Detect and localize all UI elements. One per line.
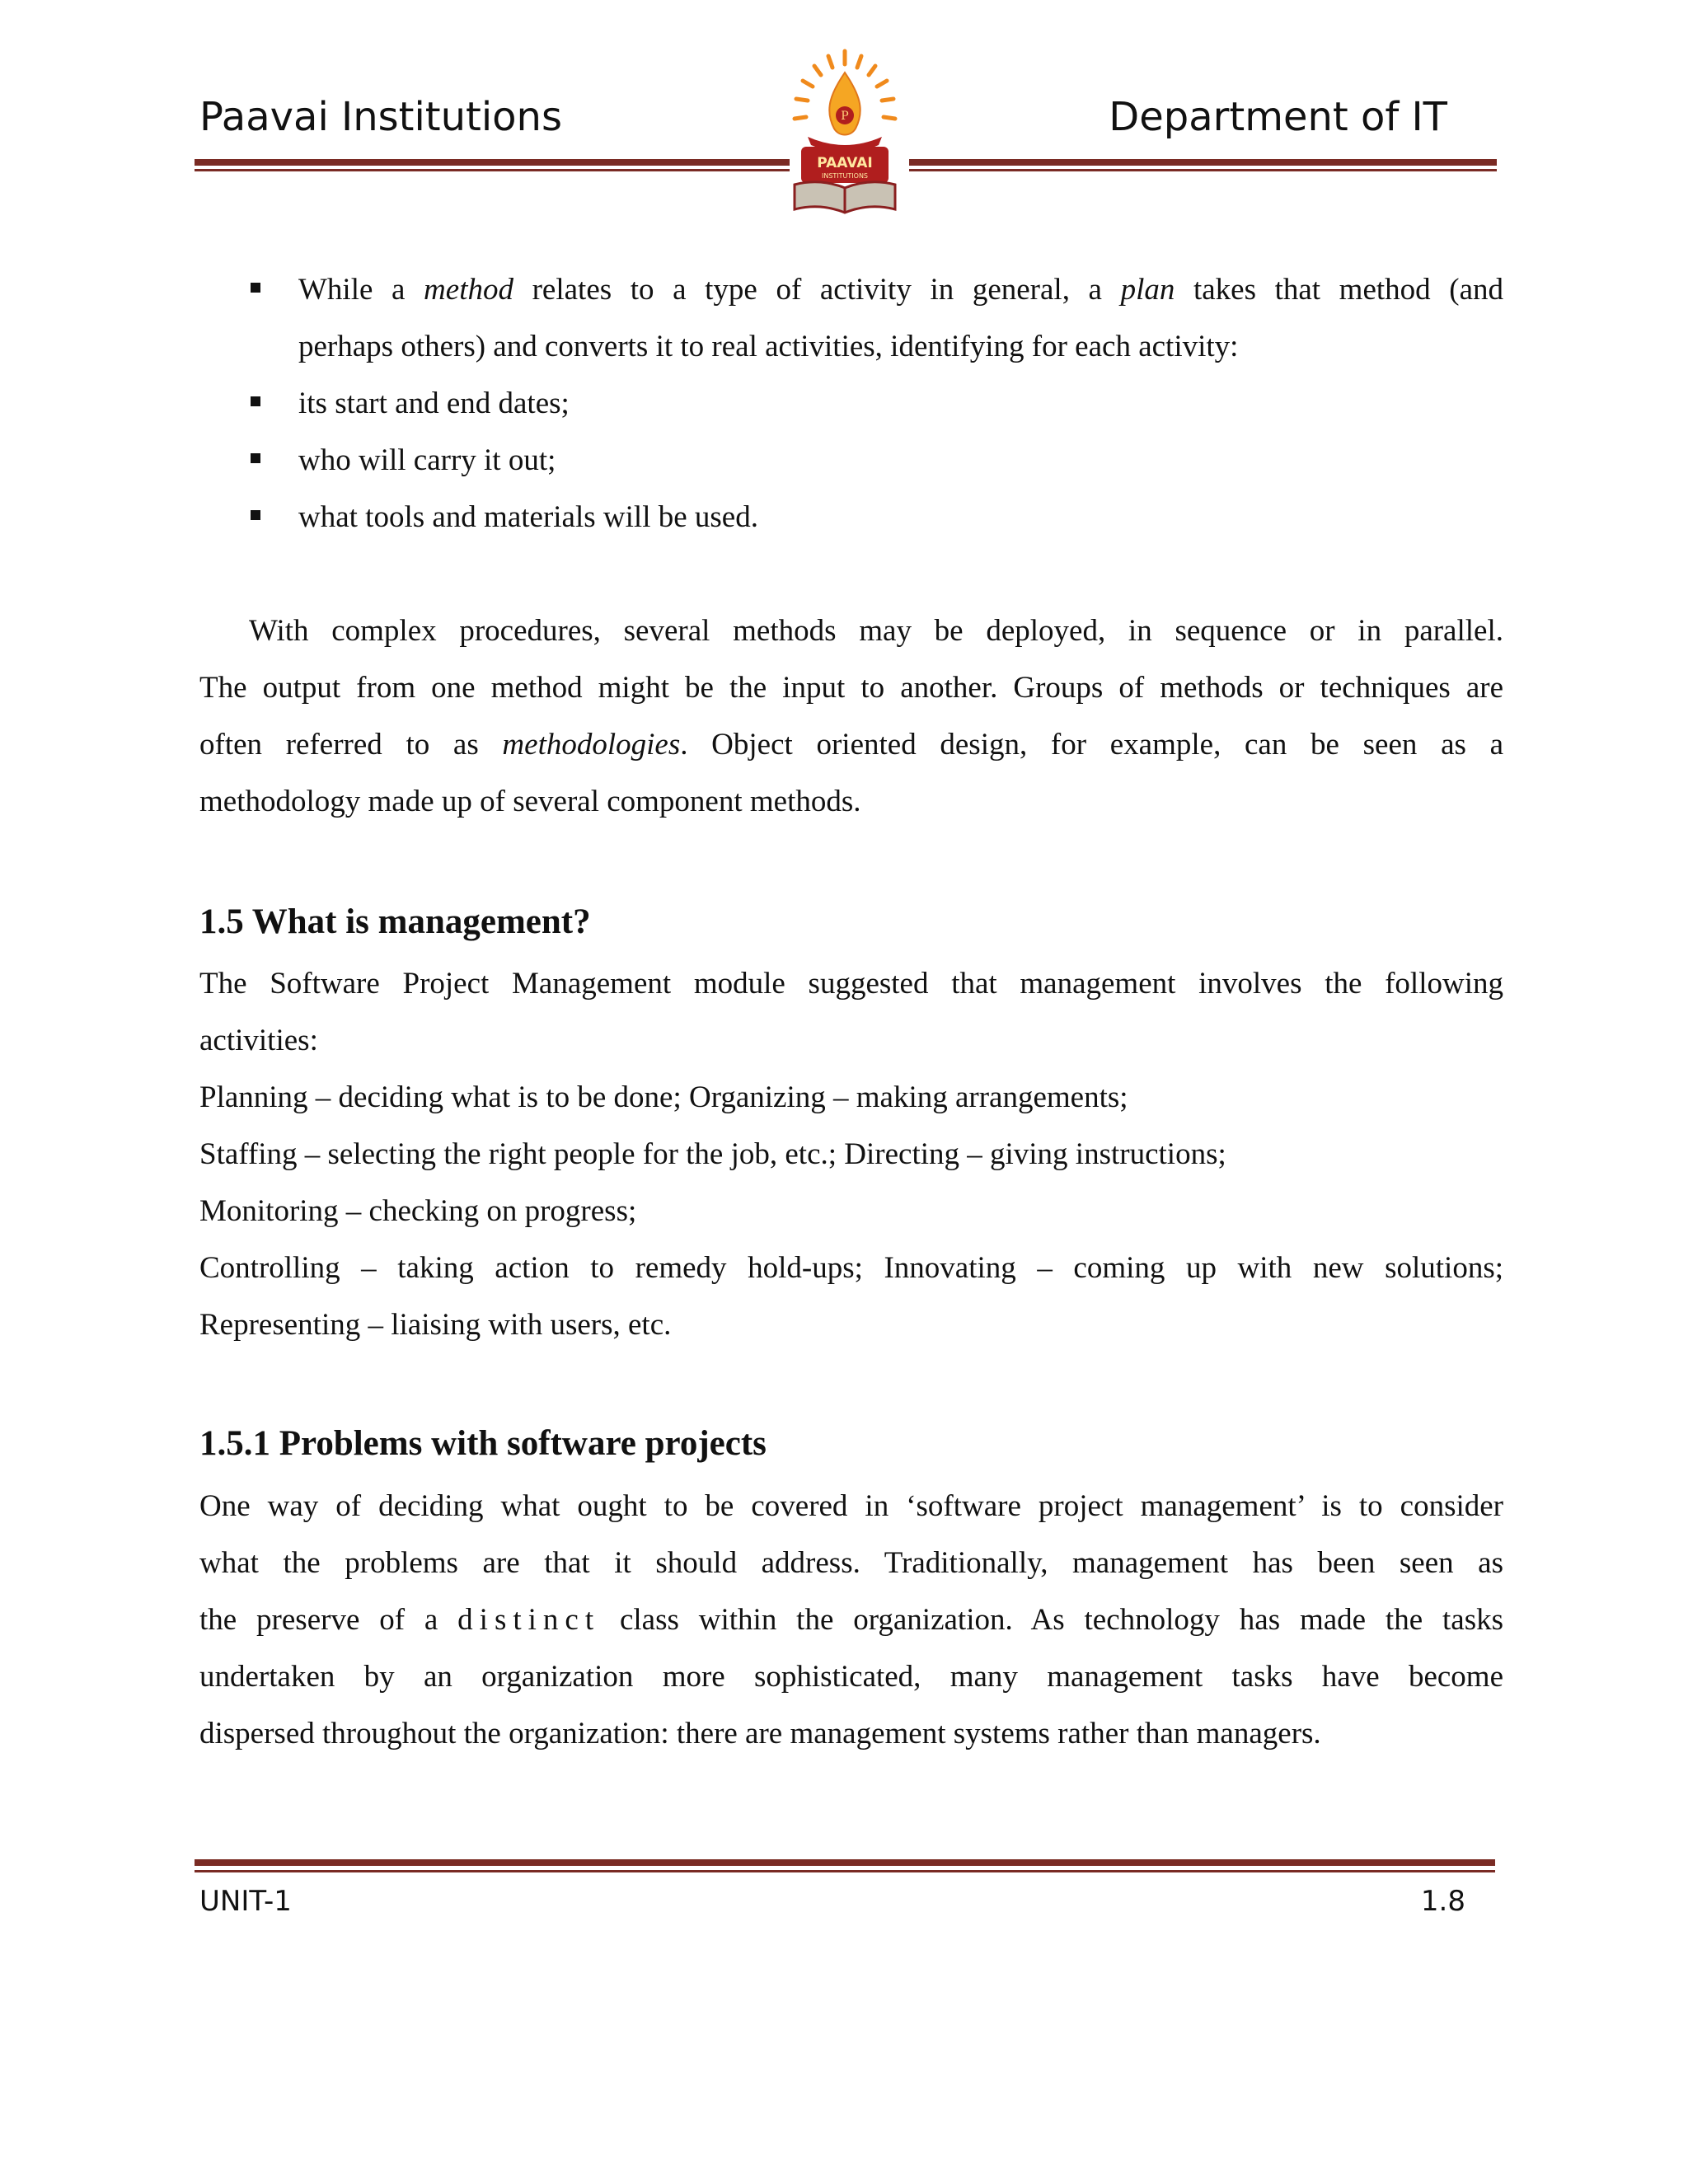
footer-page-number: 1.8 xyxy=(1420,1885,1465,1918)
svg-text:INSTITUTIONS: INSTITUTIONS xyxy=(821,172,869,180)
bullet-item xyxy=(199,432,1503,489)
paragraph-management: The Software Project Management module suggested that management involves the following activities: Planning – deciding what is to be done; Organizing – making arrangements; Staffing – selecting the right people for the job, etc.; Directing – giving instructions; Monitoring – checking on progress; Controlling – taking action to remedy hold-ups; Innovating – coming up with new solutions; Representing – liaising with users, etc. xyxy=(199,967,1503,1342)
bullet-line: what tools and materials will be used. xyxy=(298,500,758,534)
svg-text:P: P xyxy=(841,110,849,123)
logo-flame-icon xyxy=(829,73,860,135)
bullet-line: who will carry it out; xyxy=(298,443,556,477)
paavai-logo xyxy=(783,48,907,218)
svg-text:PAAVAI: PAAVAI xyxy=(817,155,873,171)
section-heading-problems: 1.5.1 Problems with software projects xyxy=(199,1424,767,1463)
footer-rule xyxy=(195,1859,1495,1872)
bullet-line: While a method relates to a type of activity in general, a plan takes that method (and xyxy=(298,273,1504,307)
header-rule-left xyxy=(195,159,790,171)
paragraph-methodologies: With complex procedures, several methods may be deployed, in sequence or in parallel. The output from one method might be the input to another. Groups of methods or techniques are often referred to as methodologies. Object oriented design, for example, can be seen as a methodology made up of several component methods. xyxy=(199,614,1503,818)
section-heading-management: 1.5 What is management? xyxy=(199,902,591,941)
header-department: Department of IT xyxy=(1109,94,1447,140)
bullet-square-icon xyxy=(251,510,260,520)
footer-unit: UNIT-1 xyxy=(199,1885,292,1918)
header-institution: Paavai Institutions xyxy=(199,94,562,140)
bullet-square-icon xyxy=(251,283,260,293)
header-rule-right xyxy=(909,159,1497,171)
bullet-square-icon xyxy=(251,396,260,406)
bullet-line: perhaps others) and converts it to real activities, identifying for each activity: xyxy=(298,330,1239,363)
bullet-line: its start and end dates; xyxy=(298,387,570,420)
paragraph-problems: One way of deciding what ought to be covered in ‘software project management’ is to consider what the problems are that it should address. Traditionally, management has been seen as the preserve of a distinct class within the organization. As technology has made the tasks undertaken by an organization more sophisticated, many management tasks have become dispersed throughout the organization: there are management systems rather than managers. xyxy=(199,1489,1503,1750)
bullet-item xyxy=(199,261,1503,375)
bullet-item xyxy=(199,489,1503,546)
bullet-list xyxy=(199,261,1503,546)
bullet-square-icon xyxy=(251,453,260,463)
bullet-item xyxy=(199,375,1503,432)
